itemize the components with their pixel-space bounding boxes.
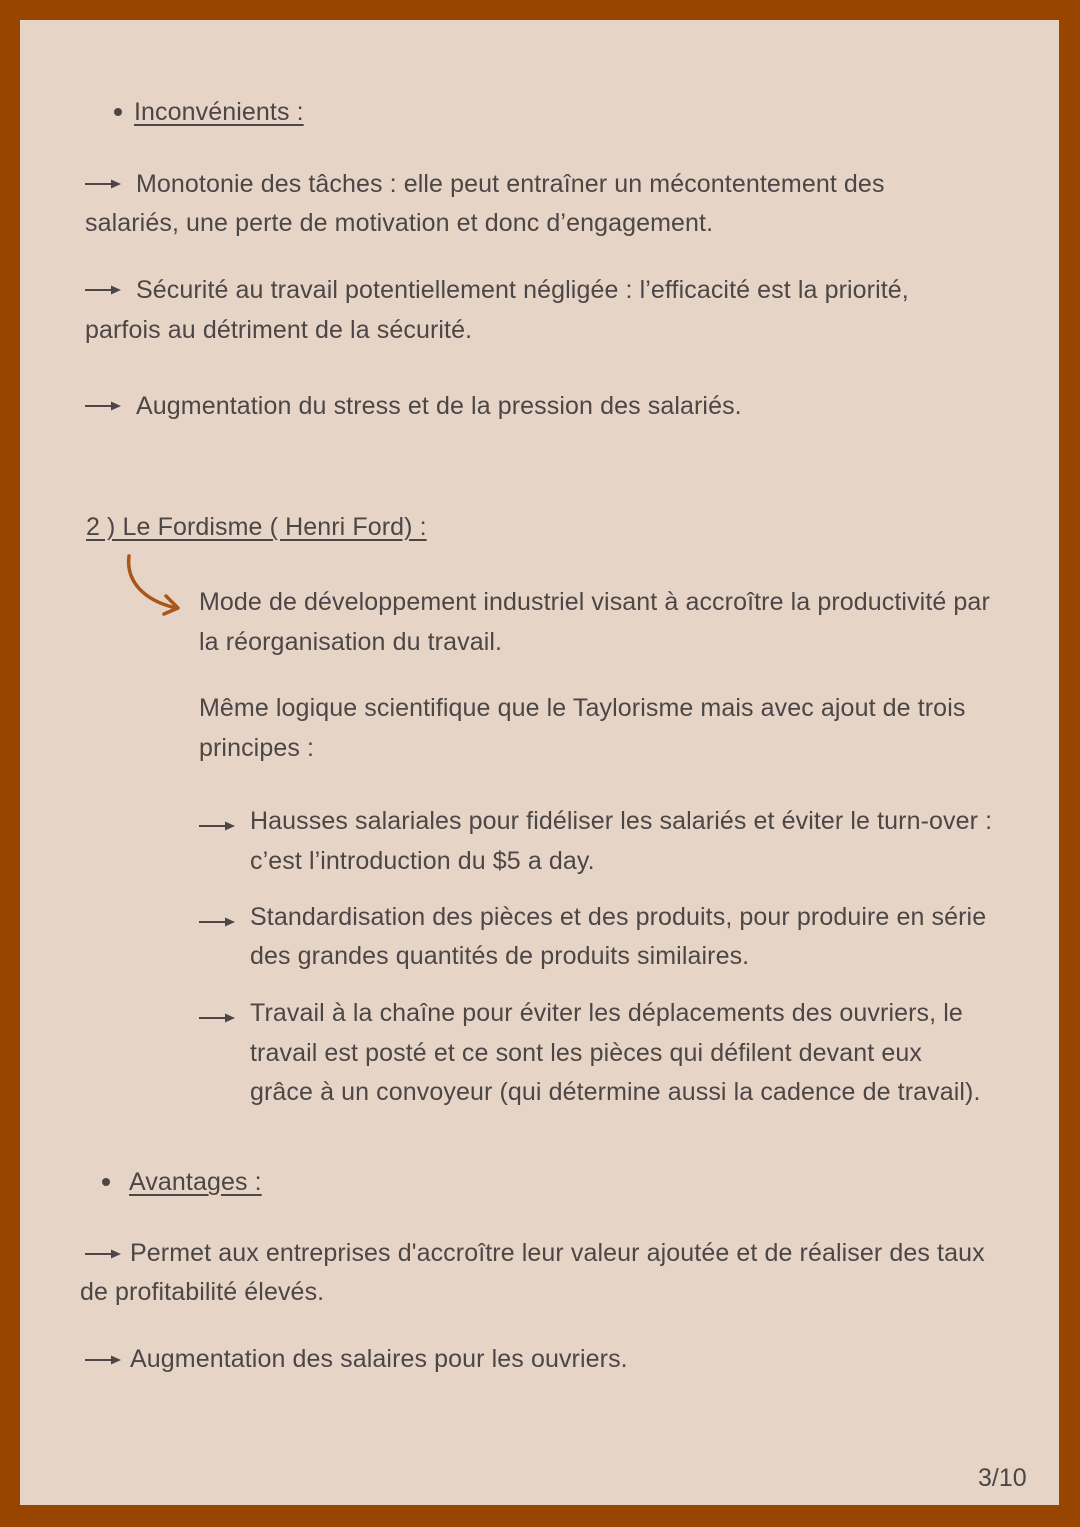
principle-3-line-3: grâce à un convoyeur (qui détermine aussi la cadence de travail). [250,1078,981,1106]
arrow-right-icon [199,820,235,832]
principle-2-line-1: Standardisation des pièces et des produits, pour produire en série [250,903,987,931]
page-number: 3/10 [978,1464,1027,1492]
fordisme-definition-line-2: la réorganisation du travail. [199,628,503,656]
inconvenient-1-line-2: salariés, une perte de motivation et donc d’engagement. [85,209,714,237]
principle-2-line-2: des grandes quantités de produits similaires. [250,942,750,970]
inconvenient-2-line-2: parfois au détriment de la sécurité. [85,316,473,344]
curved-arrow-icon [120,552,186,618]
arrow-right-icon [85,1248,121,1260]
inconvenient-3-line-1: Augmentation du stress et de la pression des salariés. [136,392,742,420]
bullet-icon [114,108,122,116]
inconvenient-1-line-1: Monotonie des tâches : elle peut entraîner un mécontentement des [136,170,885,198]
arrow-right-icon [85,400,121,412]
fordisme-intro-line-2: principes : [199,734,315,762]
inconvenients-heading: Inconvénients : [134,98,304,126]
principle-3-line-2: travail est posté et ce sont les pièces qui défilent devant eux [250,1039,922,1067]
arrow-right-icon [85,178,121,190]
arrow-right-icon [85,1354,121,1366]
arrow-right-icon [199,916,235,928]
principle-1-line-2: c’est l’introduction du $5 a day. [250,847,595,875]
avantage-2-line-1: Augmentation des salaires pour les ouvriers. [130,1345,628,1373]
bullet-icon [102,1178,110,1186]
avantages-heading: Avantages : [129,1168,262,1196]
fordisme-intro-line-1: Même logique scientifique que le Taylorisme mais avec ajout de trois [199,694,966,722]
inconvenient-2-line-1: Sécurité au travail potentiellement négligée : l’efficacité est la priorité, [136,276,909,304]
principle-1-line-1: Hausses salariales pour fidéliser les salariés et éviter le turn-over : [250,807,993,835]
arrow-right-icon [199,1012,235,1024]
arrow-right-icon [85,284,121,296]
avantage-1-line-1: Permet aux entreprises d'accroître leur valeur ajoutée et de réaliser des taux [130,1239,985,1267]
principle-3-line-1: Travail à la chaîne pour éviter les déplacements des ouvriers, le [250,999,963,1027]
fordisme-definition-line-1: Mode de développement industriel visant à accroître la productivité par [199,588,990,616]
avantage-1-line-2: de profitabilité élevés. [80,1278,325,1306]
fordisme-title: 2 ) Le Fordisme ( Henri Ford) : [86,513,427,541]
